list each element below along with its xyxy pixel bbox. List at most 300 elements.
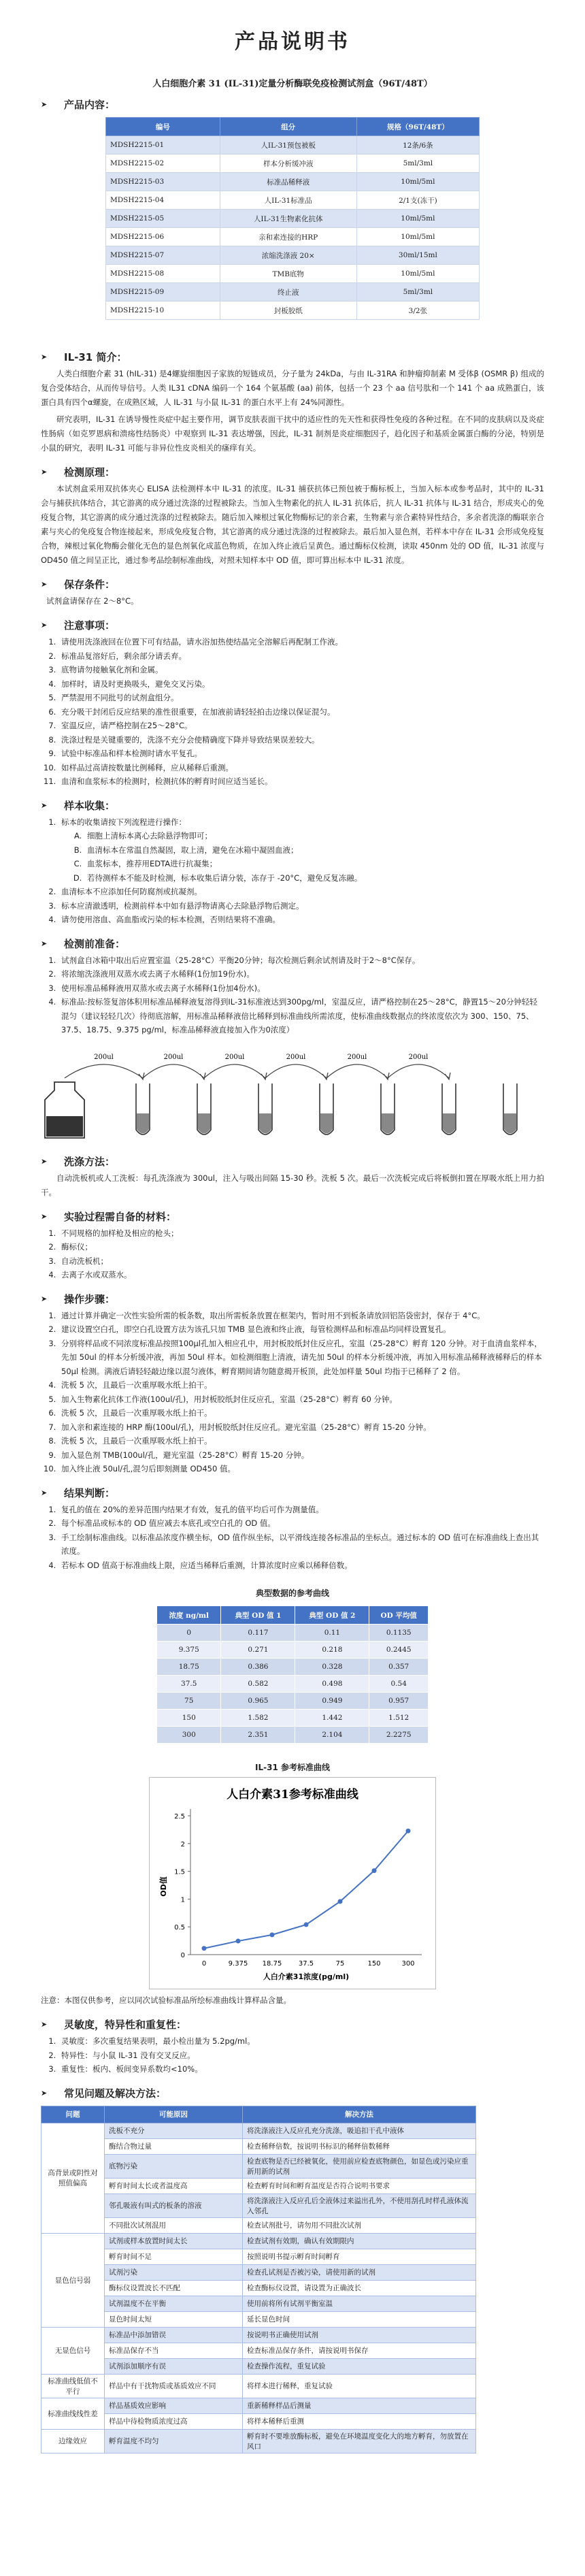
table-row xyxy=(41,2154,476,2178)
arrow-bullet-icon: ➤ xyxy=(41,621,48,630)
table-cell: 2/1支(冻干) xyxy=(356,191,479,210)
transfer-volume-label: 200ul xyxy=(408,1053,429,1061)
list-item: 6. 洗板 5 次，且最后一次重厚吸水纸上拍干。 xyxy=(58,1406,544,1420)
table-row xyxy=(41,2374,476,2398)
list-item: 4. 若标本 OD 值高于标准曲线上限，应适当稀释后重测，计算浓度时应乘以稀释倍数。 xyxy=(58,1559,544,1573)
faq-solution: 检查试剂有效期，确认有效期限内 xyxy=(243,2233,476,2249)
list-item: 2. 标准品复溶好后，剩余部分请丢弃。 xyxy=(58,649,544,664)
data-point xyxy=(202,1946,207,1951)
faq-cause: 酶结合物过量 xyxy=(105,2138,243,2154)
list-item: C. 血浆标本，推荐用EDTA进行抗凝集； xyxy=(84,857,544,871)
table-row xyxy=(41,2358,476,2374)
faq-solution: 延长显色时间 xyxy=(243,2311,476,2327)
table-row xyxy=(41,2123,476,2138)
std-table xyxy=(156,1605,429,1744)
table-cell: TMB底物 xyxy=(220,265,356,283)
table-cell: 0.498 xyxy=(295,1676,369,1693)
table-row xyxy=(157,1693,429,1710)
faq-cause: 试剂温度不在平衡 xyxy=(105,2296,243,2311)
section-heading-text: 结果判断： xyxy=(64,1486,116,1499)
list-item: 1. 灵敏度：多次重复结果表明，最小检出量为 5.2pg/ml。 xyxy=(58,2034,544,2049)
table-cell: MDSH2215-08 xyxy=(106,265,220,283)
arrow-head-icon xyxy=(322,1073,328,1079)
list-item: 9. 试验中标准品和样本检测时请水平复孔。 xyxy=(58,747,544,761)
list-item: 3. 使用标准品稀释液用双蒸水或去离子水稀释(1份加4份水)。 xyxy=(58,981,544,996)
table-cell: 10ml/5ml xyxy=(356,228,479,246)
list-item: 3. 手工绘制标准曲线。以标准品浓度作横坐标，OD 值作纵坐标，以平滑线连接各标准品的坐标点。通过标本的 OD 值可在标准曲线上查出其浓度。 xyxy=(58,1531,544,1559)
arrow-head-icon xyxy=(261,1073,267,1079)
arrow-bullet-icon: ➤ xyxy=(41,2088,48,2098)
page-title: 产品说明书 xyxy=(235,30,350,54)
list-item: 2. 特异性：与小鼠 IL-31 没有交叉反应。 xyxy=(58,2049,544,2063)
table-cell: MDSH2215-06 xyxy=(106,228,220,246)
table-cell: 样本分析缓冲液 xyxy=(220,154,356,173)
faq-solution: 检查底物是否已经被氧化，使用前应检查底物颜色，如显色或污染应重新用新的试剂 xyxy=(243,2154,476,2178)
table-cell: 封板胶纸 xyxy=(220,301,356,320)
section-storage xyxy=(41,577,544,608)
transfer-volume-label: 200ul xyxy=(224,1053,245,1061)
list-item: 4. 标准品:按标签复溶体积用标准品稀释液复溶得到IL-31标准液达到300pg/ml，室温反应，请严格控制在25～28°C，静置15～20分钟轻轻混匀（建议轻轻几次）待彻底溶解，用标准品稀释液倍比稀释到标准曲线所需浓度，使标准曲线数据点的终浓度依次为 300、150、75、37.5、18.75、9.375 pg/ml，标准品稀释液直接加入作为0浓度） xyxy=(58,995,544,1037)
list-item: 2. 建议设置空白孔，即空白孔设置方法为该孔只加 TMB 显色液和终止液，每管检测样品和标准品均同样设置复孔。 xyxy=(58,1322,544,1337)
table-header: 规格（96T/48T） xyxy=(356,118,479,136)
list-item: 11. 血清和血浆标本的检测时，检测抗体的孵育时间应适当延长。 xyxy=(58,775,544,789)
faq-solution: 检查孔试剂是否被污染，请使用新的试剂 xyxy=(243,2264,476,2280)
section-notes xyxy=(41,618,544,789)
transfer-volume-label: 200ul xyxy=(286,1053,306,1061)
table-row xyxy=(41,2264,476,2280)
dilution-svg xyxy=(41,1043,544,1145)
table-cell: 75 xyxy=(157,1693,221,1710)
list-item: 10. 如样品过高请按数量比例稀释，应从稀释后重测。 xyxy=(58,761,544,775)
table-row xyxy=(106,210,480,228)
section-heading xyxy=(41,1154,544,1169)
table-cell: 0.1135 xyxy=(369,1625,429,1642)
list-item: 1. 请使用洗涤液回在位置下可有结晶，请水浴加热使结晶完全溶解后再配制工作液。 xyxy=(58,635,544,649)
section-heading-text: 注意事项： xyxy=(64,619,116,632)
page-subtitle: 人白细胞介素 31 (IL-31)定量分析酶联免疫检测试剂盒（96T/48T） xyxy=(152,79,433,89)
table-header: 问题 xyxy=(41,2106,105,2123)
arrow-bullet-icon: ➤ xyxy=(41,580,48,589)
y-tick-label: 1.5 xyxy=(174,1868,185,1876)
series-line xyxy=(204,1831,408,1949)
faq-problem: 标准曲线低值不平行 xyxy=(41,2374,105,2398)
faq-solution: 孵育时不要堆放酶标板，避免在环境温度变化大的地方孵育，勿放置在风口 xyxy=(243,2429,476,2453)
table-row xyxy=(41,2343,476,2358)
section-components xyxy=(41,97,544,320)
list-item: 6. 充分吸干封闭后反应结果的准性很重要，在加液前请轻轻拍击边缘以保证混匀。 xyxy=(58,705,544,719)
table-cell: 5ml/3ml xyxy=(356,283,479,301)
faq-solution: 将洗涤液注入反应孔后全液体过来溢出孔外，不使用刮孔时样孔液体流入邻孔 xyxy=(243,2194,476,2217)
arrow-bullet-icon: ➤ xyxy=(41,939,48,948)
table-row xyxy=(106,191,480,210)
table-row xyxy=(41,2413,476,2429)
y-tick-label: 0 xyxy=(180,1952,185,1959)
section-heading xyxy=(41,97,544,112)
faq-cause: 底物污染 xyxy=(105,2154,243,2178)
faq-solution: 检查孵育时间和孵育温度是否符合说明书要求 xyxy=(243,2178,476,2194)
table-cell: 0.386 xyxy=(221,1659,295,1676)
faq-cause: 标准品保存不当 xyxy=(105,2343,243,2358)
arrow-bullet-icon: ➤ xyxy=(41,1488,48,1497)
table-header: 典型 OD 值 1 xyxy=(221,1606,295,1625)
table-header: OD 平均值 xyxy=(369,1606,429,1625)
faq-solution: 将样本稀释后重测 xyxy=(243,2413,476,2429)
y-tick-label: 0.5 xyxy=(174,1924,185,1932)
data-point xyxy=(372,1868,377,1873)
table-cell: 10ml/5ml xyxy=(356,210,479,228)
table-row xyxy=(106,283,480,301)
section-steps xyxy=(41,1292,544,1476)
transfer-arrow xyxy=(388,1064,449,1078)
section-heading-text: 产品内容： xyxy=(64,99,116,111)
table-row xyxy=(106,173,480,191)
arrow-bullet-icon: ➤ xyxy=(41,1156,48,1166)
list-item: 3. 自动洗板机； xyxy=(58,1254,544,1269)
table-cell: 9.375 xyxy=(157,1642,221,1659)
section-heading xyxy=(41,1486,544,1500)
faq-solution: 将样本进行稀释，重复试验 xyxy=(243,2374,476,2398)
table-row xyxy=(41,2280,476,2296)
steps-list xyxy=(41,1309,544,1476)
table-row xyxy=(41,2217,476,2233)
chart-note: 注意：本图仅供参考，应以同次试验标准品所绘标准曲线计算样品含量。 xyxy=(41,1995,291,2005)
x-tick-label: 9.375 xyxy=(228,1960,248,1968)
section-perf xyxy=(41,2017,544,2076)
list-item: 4. 请勿使用溶血、高血脂或污染的标本检测，否则结果将不准确。 xyxy=(58,913,544,927)
list-item: 1. 试剂盒自冰箱中取出后应置室温（25-28°C）平衡20分钟；每次检测后剩余试剂请及时于2～8°C保存。 xyxy=(58,953,544,968)
section-faq xyxy=(41,2086,544,2100)
table-cell: MDSH2215-02 xyxy=(106,154,220,173)
table-cell: MDSH2215-10 xyxy=(106,301,220,320)
table-row xyxy=(106,228,480,246)
transfer-volume-label: 200ul xyxy=(163,1053,184,1061)
section-heading xyxy=(41,936,544,951)
list-item: 3. 分别将样品或不同浓度标准品按照100μl孔加入相应孔中，用封板胶纸封住反应孔，室温（25-28°C）孵育 120 分钟。对于血清血浆样本，先加 50ul 的样本分析缓冲液，再加 50ul 样本。如检测细胞上清液，请先加 50ul 的样本分析缓冲液，再加入用标准品稀释液稀释后的样本 50μl 检测。满液后请轻轻敲边缘以混匀液体，孵育期间请勿随意揭开板顶，此处加样量 50ul 均指于已稀释了 2 倍。 xyxy=(58,1337,544,1379)
table-cell: 0.949 xyxy=(295,1693,369,1710)
section-principle xyxy=(41,465,544,568)
faq-cause: 试剂添加顺序有误 xyxy=(105,2358,243,2374)
list-item: 5. 严禁混用不同批号的试剂盒组分。 xyxy=(58,691,544,705)
stock-bottle-icon xyxy=(45,1082,84,1138)
arrow-bullet-icon: ➤ xyxy=(41,800,48,810)
list-item: 1. 不同规格的加样枪及相应的枪头； xyxy=(58,1226,544,1241)
arrow-bullet-icon: ➤ xyxy=(41,2020,48,2029)
table-row xyxy=(41,2296,476,2311)
section-heading-text: 样本收集： xyxy=(64,799,116,812)
faq-solution: 重新稀释样品后测量 xyxy=(243,2398,476,2413)
section-heading-text: 实验过程需自备的材料： xyxy=(64,1210,177,1223)
table-cell: MDSH2215-01 xyxy=(106,136,220,154)
list-item: 2. 每个标准品或标本的 OD 值应减去本底孔或空白孔的 OD 值。 xyxy=(58,1516,544,1531)
section-heading-text: 灵敏度，特异性和重复性： xyxy=(64,2019,187,2031)
table-header: 编号 xyxy=(106,118,220,136)
arrow-bullet-icon: ➤ xyxy=(41,1294,48,1303)
section-heading-text: 检测原理： xyxy=(64,466,116,478)
section-judge xyxy=(41,1486,544,1573)
faq-problem: 边缘效应 xyxy=(41,2429,105,2453)
section-heading-text: 操作步骤： xyxy=(64,1292,116,1305)
list-item: 4. 去离子水或双蒸水。 xyxy=(58,1268,544,1282)
table-cell: 12条/6条 xyxy=(356,136,479,154)
section-heading xyxy=(41,577,544,591)
section-heading xyxy=(41,798,544,813)
list-item: D. 若待测样本不能及时检测，标本收集后请分装，冻存于 -20°C，避免反复冻融。 xyxy=(84,871,544,885)
table-cell: 3/2张 xyxy=(356,301,479,320)
arrow-bullet-icon: ➤ xyxy=(41,353,48,361)
table-cell: 0.957 xyxy=(369,1693,429,1710)
transfer-volume-label: 200ul xyxy=(94,1053,114,1061)
faq-solution: 检查试剂批号，请勿用不同批次试剂 xyxy=(243,2217,476,2233)
faq-solution: 检查操作流程，重复试验 xyxy=(243,2358,476,2374)
faq-solution: 将洗涤液注入反应孔充分洗涤，吸追扣干孔中液体 xyxy=(243,2123,476,2138)
table-cell: 0.357 xyxy=(369,1659,429,1676)
data-point xyxy=(338,1899,343,1904)
table-header: 组分 xyxy=(220,118,356,136)
arrow-bullet-icon: ➤ xyxy=(41,1211,48,1221)
needed-list xyxy=(41,1226,544,1282)
faq-problem: 显色信号弱 xyxy=(41,2233,105,2327)
faq-cause: 试剂污染 xyxy=(105,2264,243,2280)
tube-icon xyxy=(258,1083,272,1135)
section-intro xyxy=(41,350,544,455)
paragraph: 人类白细胞介素 31 (hIL-31) 是4螺旋细胞因子家族的短链成员，分子量为 24kDa，与由 IL-31RA 和肿瘤抑制素 M 受体β (OSMR β) 组成的复合受体结合，从而传导信号。人类 IL31 cDNA 编码一个 164 个氨基酸 (aa) 前体，包括一个 23 个 aa 信号肽和一个 141 个 aa 成熟蛋白，该蛋白具有四个α螺旋，在成熟区域，人 IL-31 与小鼠 IL-31 的蛋白水平上有 24%同源性。 xyxy=(41,369,544,407)
table-cell: 30ml/15ml xyxy=(356,246,479,265)
table-cell: 0.2445 xyxy=(369,1642,429,1659)
table-cell: 150 xyxy=(157,1710,221,1727)
table-header: 解决方法 xyxy=(243,2106,476,2123)
list-item: B. 血清标本在常温自然凝固，取上清，避免在冰箱中凝固血液； xyxy=(84,843,544,858)
tube-icon xyxy=(320,1083,333,1135)
y-axis-label: OD值 xyxy=(159,1876,168,1897)
transfer-arrow xyxy=(204,1064,265,1078)
y-tick-label: 2 xyxy=(180,1840,185,1848)
table-cell: 10ml/5ml xyxy=(356,265,479,283)
section-sample xyxy=(41,798,544,927)
table-cell: MDSH2215-05 xyxy=(106,210,220,228)
table-row xyxy=(157,1676,429,1693)
faq-cause: 显色时间太短 xyxy=(105,2311,243,2327)
table-cell: 亲和素连接的HRP xyxy=(220,228,356,246)
section-needed xyxy=(41,1209,544,1282)
prep-list xyxy=(41,953,544,1037)
list-item: A. 细胞上清标本离心去除悬浮物即可； xyxy=(84,829,544,843)
table-cell: 终止液 xyxy=(220,283,356,301)
faq-cause: 洗板不充分 xyxy=(105,2123,243,2138)
table-header: 典型 OD 值 2 xyxy=(295,1606,369,1625)
faq-cause: 邻孔吸液有叫式的板条的溶液 xyxy=(105,2194,243,2217)
arrow-head-icon xyxy=(445,1073,450,1079)
table-cell: 0.218 xyxy=(295,1642,369,1659)
table-row xyxy=(41,2138,476,2154)
faq-problem: 无显色信号 xyxy=(41,2327,105,2374)
faq-solution: 按说明书正确使用试剂 xyxy=(243,2327,476,2343)
y-tick-label: 1 xyxy=(180,1896,185,1904)
faq-cause: 样品中待检物质浓度过高 xyxy=(105,2413,243,2429)
list-item: 7. 加入亲和素连接的 HRP 酶(100ul/孔)，用封板胶纸封住反应孔。避光室温（25-28°C）孵育 15-20 分钟。 xyxy=(58,1420,544,1435)
data-point xyxy=(304,1922,309,1927)
table-row xyxy=(157,1625,429,1642)
paragraph: 试剂盒请保存在 2～8°C。 xyxy=(46,596,139,606)
table-cell: 1.512 xyxy=(369,1710,429,1727)
section-heading-text: 检测前准备： xyxy=(64,937,126,950)
chart-title: 人白介素31参考标准曲线 xyxy=(227,1788,358,1801)
data-point xyxy=(270,1932,275,1937)
table-cell: 1.582 xyxy=(221,1710,295,1727)
table-cell: 18.75 xyxy=(157,1659,221,1676)
x-tick-label: 300 xyxy=(401,1960,415,1968)
table-row xyxy=(41,2233,476,2249)
table-row xyxy=(106,154,480,173)
table-row xyxy=(157,1642,429,1659)
section-heading xyxy=(41,465,544,479)
table-row xyxy=(41,2398,476,2413)
table-cell: MDSH2215-07 xyxy=(106,246,220,265)
arrow-head-icon xyxy=(384,1073,389,1079)
faq-problem: 高背景或阴性对照值偏高 xyxy=(41,2123,105,2233)
list-item xyxy=(58,815,544,885)
perf-list xyxy=(41,2034,544,2076)
table-cell: 浓缩洗涤液 20× xyxy=(220,246,356,265)
transfer-volume-label: 200ul xyxy=(347,1053,367,1061)
table-cell: 0.54 xyxy=(369,1676,429,1693)
transfer-arrow xyxy=(143,1064,204,1078)
table-row xyxy=(41,2429,476,2453)
list-item: 4. 加样时，请及时更换吸头，避免交叉污染。 xyxy=(58,677,544,691)
table-cell: 2.351 xyxy=(221,1727,295,1744)
list-item: 8. 洗板 5 次，且最后一次重厚吸水纸上拍干。 xyxy=(58,1434,544,1448)
table-cell: MDSH2215-04 xyxy=(106,191,220,210)
table-row xyxy=(41,2194,476,2217)
list-item: 2. 酶标仪； xyxy=(58,1240,544,1254)
tube-icon xyxy=(503,1083,517,1135)
section-heading xyxy=(41,350,544,364)
chart-caption: IL-31 参考标准曲线 xyxy=(255,1763,330,1772)
list-item: 3. 重复性：板内、板间变异系数均<10%。 xyxy=(58,2062,544,2076)
table-row xyxy=(157,1710,429,1727)
section-heading xyxy=(41,1292,544,1306)
table-cell: 0.271 xyxy=(221,1642,295,1659)
transfer-arrow xyxy=(65,1064,143,1078)
section-heading-text: 保存条件： xyxy=(64,578,116,591)
table-cell: 0.117 xyxy=(221,1625,295,1642)
x-tick-label: 37.5 xyxy=(298,1960,314,1968)
components-table xyxy=(105,117,480,320)
table-header: 浓度 ng/ml xyxy=(157,1606,221,1625)
arrow-head-icon xyxy=(200,1073,205,1079)
tube-icon xyxy=(136,1083,150,1135)
paragraph: 研究表明，IL-31 在诱导慢性炎症中起主要作用，调节皮肤表面干扰中的适应性的先天性和获得性免疫的各种过程。在不同的皮肤病以及炎症性肠病（如克罗恩病和溃疡性结肠炎）中观察到 IL-31 表达增强，因此，IL-31 制剂是炎症细胞因子，趋化因子和基质金属蛋白酶的分泌，特别是小鼠的研究，表明 IL-31 可能与非异位性皮炎相关的瘙痒有关。 xyxy=(41,414,544,453)
list-item: 1. 复孔的值在 20%的差异范围内结果才有效，复孔的值平均后可作为测量值。 xyxy=(58,1503,544,1517)
paragraph: 自动洗板机或人工洗板：每孔洗涤液为 300ul，注入与吸出间隔 15-30 秒。洗板 5 次。最后一次洗板完成后将板倒扣置在厚吸水纸上用力拍干。 xyxy=(41,1173,544,1197)
faq-cause: 酶标仪设置波长不匹配 xyxy=(105,2280,243,2296)
faq-cause: 孵育时间太长或者温度高 xyxy=(105,2178,243,2194)
x-axis-label: 人白介素31浓度(pg/ml) xyxy=(263,1972,350,1981)
x-tick-label: 18.75 xyxy=(262,1960,282,1968)
x-tick-label: 150 xyxy=(367,1960,381,1968)
list-item: 8. 洗涤过程是关键重要的，洗涤不充分会使精确度下降并导致结果误差较大。 xyxy=(58,733,544,747)
list-item-text: 标本的收集请按下列流程进行操作： xyxy=(61,817,186,827)
section-heading xyxy=(41,2017,544,2032)
chart-svg xyxy=(150,1778,435,1989)
dilution-diagram xyxy=(41,1043,544,1145)
sample-sublist xyxy=(61,829,544,885)
notes-list xyxy=(41,635,544,789)
table-cell: 0.11 xyxy=(295,1625,369,1642)
faq-cause: 孵育温度不均匀 xyxy=(105,2429,243,2453)
table-cell: 2.2275 xyxy=(369,1727,429,1744)
table-cell: 人IL-31生物素化抗体 xyxy=(220,210,356,228)
section-heading xyxy=(41,2086,544,2100)
transfer-arrow xyxy=(265,1064,327,1078)
table-cell: 2.104 xyxy=(295,1727,369,1744)
table-row xyxy=(106,301,480,320)
table-row xyxy=(157,1659,429,1676)
faq-cause: 孵育时间不足 xyxy=(105,2249,243,2264)
list-item: 3. 标本应清澈透明，检测前样本中如有悬浮物请离心去除悬浮物后测定。 xyxy=(58,899,544,913)
section-heading xyxy=(41,618,544,632)
x-tick-label: 0 xyxy=(201,1960,207,1968)
table-row xyxy=(157,1727,429,1744)
faq-cause: 试剂或样本放置时间太长 xyxy=(105,2233,243,2249)
judge-list xyxy=(41,1503,544,1573)
list-item: 2. 将浓缩洗涤液用双蒸水或去离子水稀释(1份加19份水)。 xyxy=(58,967,544,981)
list-item: 4. 洗板 5 次，且最后一次重厚吸水纸上拍干。 xyxy=(58,1378,544,1392)
table-cell: 人IL-31预包被板 xyxy=(220,136,356,154)
x-tick-label: 75 xyxy=(335,1960,345,1968)
faq-table xyxy=(41,2106,476,2453)
table-cell: 0.965 xyxy=(221,1693,295,1710)
data-point xyxy=(236,1939,241,1944)
section-prep xyxy=(41,936,544,1145)
sample-list xyxy=(41,815,544,927)
table-row xyxy=(106,246,480,265)
table-cell: 5ml/3ml xyxy=(356,154,479,173)
tube-icon xyxy=(381,1083,395,1135)
table-cell: 人IL-31标准品 xyxy=(220,191,356,210)
table-row xyxy=(106,265,480,283)
table-cell: 0.582 xyxy=(221,1676,295,1693)
list-item: 9. 加入显色剂 TMB(100ul/孔，避光室温（25-28°C）孵育 15-20 分钟。 xyxy=(58,1448,544,1463)
std-curve-chart xyxy=(149,1777,436,1989)
table-cell: 10ml/5ml xyxy=(356,173,479,191)
table-row xyxy=(106,136,480,154)
faq-solution: 检查标准品保存条件，请按说明书保存 xyxy=(243,2343,476,2358)
table-header: 可能原因 xyxy=(105,2106,243,2123)
table-row xyxy=(41,2249,476,2264)
table-cell: MDSH2215-09 xyxy=(106,283,220,301)
table-cell: MDSH2215-03 xyxy=(106,173,220,191)
transfer-arrow xyxy=(327,1064,388,1078)
table-row xyxy=(41,2327,476,2343)
arrow-bullet-icon: ➤ xyxy=(41,100,48,109)
table-cell: 0.328 xyxy=(295,1659,369,1676)
list-item: 7. 室温反应，请严格控制在25～28°C。 xyxy=(58,719,544,733)
section-wash xyxy=(41,1154,544,1200)
data-point xyxy=(406,1829,411,1833)
arrow-bullet-icon: ➤ xyxy=(41,468,48,476)
std-table-caption: 典型数据的参考曲线 xyxy=(255,1588,329,1598)
faq-solution: 按照说明书提示孵育时间孵育 xyxy=(243,2249,476,2264)
table-row xyxy=(41,2311,476,2327)
table-cell: 0 xyxy=(157,1625,221,1642)
faq-problem: 标准曲线线性差 xyxy=(41,2398,105,2429)
paragraph: 本试剂盒采用双抗体夹心 ELISA 法检测样本中 IL-31 的浓度。IL-31 捕获抗体已预包被于酶标板上，当加入标本或参考品时，其中的 IL-31 会与捕获抗体结合，其它游离的成分通过洗涤的过程被除去。当加入生物素化的抗人 IL-31 抗体后，抗人 IL-31 抗体与 IL-31 结合，形成夹心的免疫复合物，其它游离的成分通过洗涤的过程被除去。随后加入辣根过氧化物酶标记的亲合素，生物素与亲合素特异性结合，多余者洗涤的酶联亲合素与夹心的免疫复合物连接起来，形成免疫复合物，其它游离的成分通过洗涤的过程被除去。最后加入显色剂，若样本中存在 IL-31 会形成免疫复合物，辣根过氧化物酶会催化无色的显色剂氧化成蓝色物质，在加入终止液后呈黄色。通过酶标仪检测，读取 450nm 处的 OD 值，IL-31 浓度与 OD450 值之间呈正比，通过参考品绘制标准曲线，对照未知样本中 OD 值，即可算出标本中 IL-31 浓度。 xyxy=(41,484,544,565)
faq-solution: 检查酶标仪设置，请设置为正确波长 xyxy=(243,2280,476,2296)
faq-solution: 使用前将所有试剂平衡室温 xyxy=(243,2296,476,2311)
table-cell: 标准品稀释液 xyxy=(220,173,356,191)
faq-solution: 检查稀释倍数，按说明书标识的稀释倍数稀释 xyxy=(243,2138,476,2154)
list-item: 5. 加入生物素化抗体工作液(100ul/孔)，用封板胶纸封住反应孔，室温（25-28°C）孵育 60 分钟。 xyxy=(58,1392,544,1407)
